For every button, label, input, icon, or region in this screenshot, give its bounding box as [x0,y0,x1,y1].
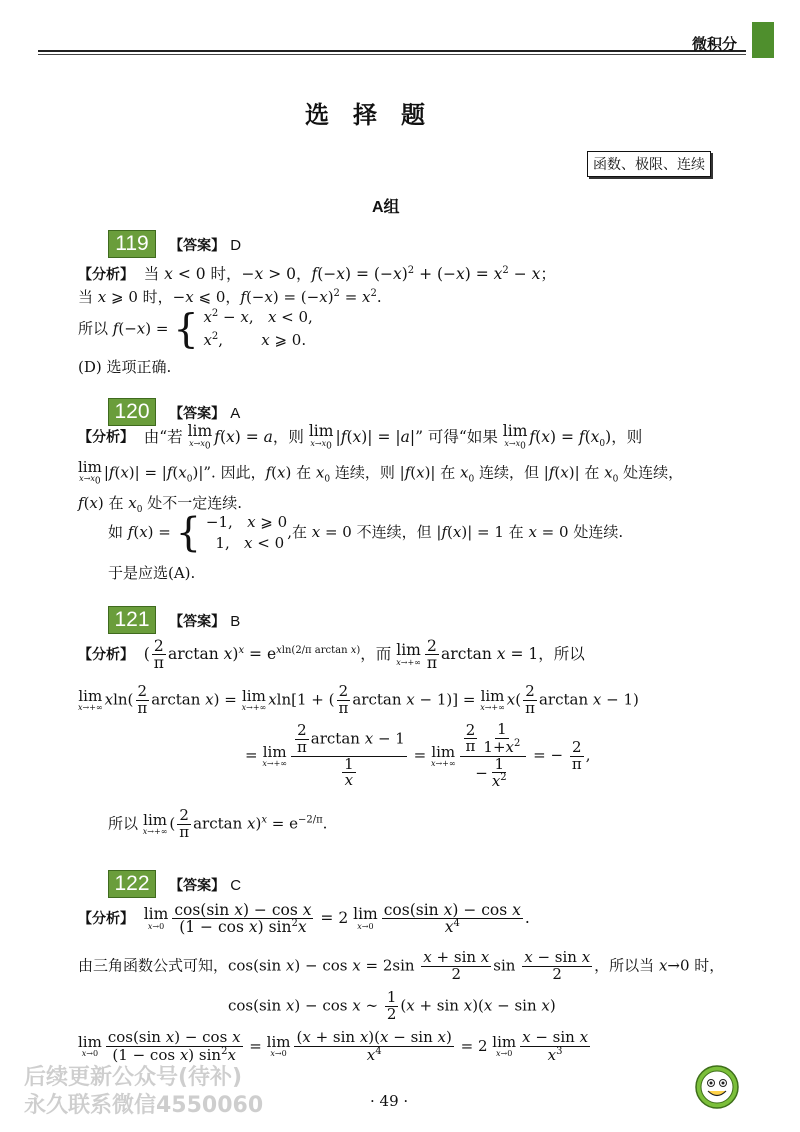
question-number: 119 [108,230,156,258]
answer-tag: 【答案】 [169,238,226,254]
analysis-tag: 【分析】 [78,646,134,663]
question-121-header [108,606,240,634]
smiley-mascot-icon [694,1064,740,1114]
answer-value: A [230,405,241,422]
answer-value: B [230,613,241,630]
q119-conclusion: (D) 选项正确. [78,358,172,376]
q122-line-4: lim x→0 $\frac{\text{cos(sin x) − cos x}}{(1 - \cos x) \sin^2x}$ = lim x→0 $\frac{\text{(x + sin x)(x − sin x)}}{x^4}$ = 2 lim x→0 $\frac{\text{x − sin x}}{x^3}$ [78,1028,589,1064]
q121-line-3: = lim x→+∞ $\frac{2}{\pi}$ arctan x − 1 $\frac{1}{x}$ = lim x→+∞ $\frac{2}{\pi}$ $\frac{1}{1+x^2}$ − $\frac{1}{x^2}$ = − $\frac{2}{\pi}$ , [245,720,591,791]
q121-line-2: lim x→+∞ xln( $\frac{2}{\pi}$ arctan x) = lim x→+∞ xln[1 + ( $\frac{2}{\pi}$ arctan x − 1)] = lim x→+∞ x( $\frac{2}{\pi}$ arctan x − 1) [78,682,639,717]
q120-line-2: lim $x\to x_0$ $|f(x)| = |f(x_0)|$”. 因此，f(x) 在 $x_0$ 连续，则 |f(x)| 在 $x_0$ 连续，但 |f(x)| 在 $x_0$ 处连续， [78,458,684,487]
q121-line-4: 所以 lim x→+∞ ( $\frac{2}{\pi}$ $\arctan x)^x = e^{-2/\pi}$. [108,806,328,841]
header-rule-thin [38,54,746,55]
watermark-line-2: 永久联系微信4550060 [24,1093,264,1118]
q122-line-3: cos(sin x) − cos x ∼ $\frac{1}{2}$ (x + sin x)(x − sin x) [228,988,556,1023]
watermark-line-1: 后续更新公众号(待补) [24,1065,243,1090]
question-number: 122 [108,870,156,898]
question-120-header [108,398,240,426]
question-number: 121 [108,606,156,634]
header-green-tab [752,22,774,58]
page-number: · 49 · [370,1092,409,1110]
answer-tag: 【答案】 [169,614,226,630]
question-122-header [108,870,241,898]
topic-box: 函数、极限、连续 [587,151,711,177]
answer-tag: 【答案】 [169,878,226,894]
answer-value: D [230,237,242,254]
q122-line-1: 【分析】 lim x→0 $\frac{\text{cos(sin x) − cos x}}{(1 - \cos x) \sin^2x}$ = 2 lim x→0 $\frac{\text{cos(sin x) − cos x}}{x^4}$ . [78,901,530,937]
page-title: 选 择 题 [305,101,425,129]
answer-tag: 【答案】 [169,406,226,422]
q120-line-4: 如 f(x) = { −1, x ⩾ 0 1, x < 0 ,在 x = 0 不连续，但 |f(x)| = 1 在 x = 0 处连续. [108,510,624,556]
q120-line-3: f(x) 在 $x_0$ 处不一定连续. [78,494,243,515]
question-119-header [108,230,241,258]
group-heading: A组 [372,199,400,216]
q122-line-2: 由三角函数公式可知，cos(sin x) − cos x = 2sin $\frac{\text{x + sin x}}{2}$ sin $\frac{\text{x − sin x}}{2}$ ，所以当 x→0 时， [78,948,725,983]
header-subject: 微积分 [692,36,738,53]
analysis-tag: 【分析】 [78,267,134,283]
q120-line-1: 【分析】 由“若 lim $x\to x_0$ f(x) = a，则 lim $x\to x_0$ |f(x)| = |a|” 可得“如果 lim $x\to x_0$ $f(x) = f(x_0)$，则 [78,422,643,452]
q119-line-2: 当 x ⩾ 0 时，−x ⩽ 0，$f(-x) = (-x)^2 = x^2$. [78,288,382,306]
q119-line-1: 【分析】 当 x < 0 时，−x > 0，$f(-x) = (-x)^2 + (-x) = x^2 - x$； [78,264,556,283]
q119-line-3: 所以 f(−x) = { $x^2 - x$, x < 0, $x^2$, x ⩾ 0. [78,306,313,353]
q120-conclusion: 于是应选(A). [108,564,196,582]
header-rule [38,50,746,52]
analysis-tag: 【分析】 [78,429,134,446]
q121-line-1: 【分析】 ( $\frac{2}{\pi}$ $\arctan x)^x = e^{xln(2/\pi arctan x)}$，而 lim x→+∞ $\frac{2}{\pi}$ arctan x = 1，所以 [78,637,585,673]
question-number: 120 [108,398,156,426]
answer-value: C [230,877,242,894]
analysis-tag: 【分析】 [78,910,134,927]
